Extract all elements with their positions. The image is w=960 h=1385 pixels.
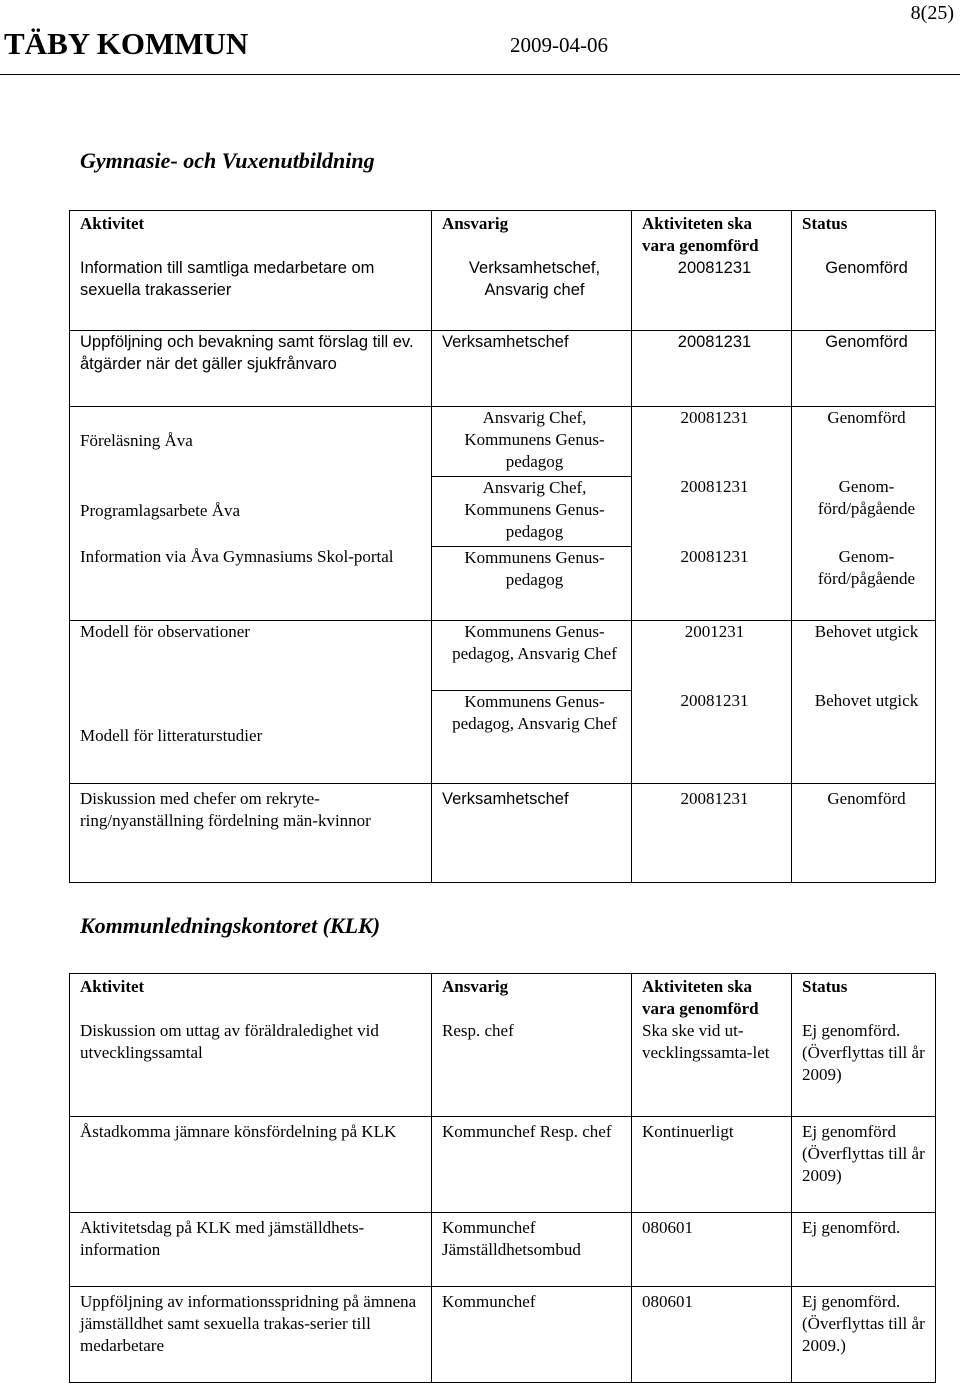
table-row <box>70 330 936 406</box>
cell-aktivitet: Uppföljning av informationsspridning på ämnena jämställdhet samt sexuella trakas-serier till medarbetare <box>70 1286 432 1382</box>
cell-ansvarig: Kommunens Genus-pedagog, Ansvarig Chef <box>432 620 632 690</box>
organization-name: TÄBY KOMMUN <box>4 26 249 61</box>
cell-status: Genomförd <box>792 406 936 476</box>
cell-aktivitet: Programlagsarbete Åva <box>70 476 432 546</box>
cell-datum: 080601 <box>632 1286 792 1382</box>
table-row <box>70 1020 936 1116</box>
cell-ansvarig: Resp. chef <box>432 1020 632 1116</box>
cell-aktivitet: Åstadkomma jämnare könsfördelning på KLK <box>70 1116 432 1212</box>
header-date: 2009-04-06 <box>510 33 608 57</box>
table-row <box>70 1286 936 1382</box>
cell-ansvarig: Verksamhetschef <box>432 330 632 406</box>
cell-ansvarig: Ansvarig Chef, Kommunens Genus-pedagog <box>432 476 632 546</box>
activity-table <box>69 210 936 883</box>
section-title: Kommunledningskontoret (KLK) <box>80 913 381 938</box>
table-row <box>70 406 936 476</box>
table-row <box>70 476 936 546</box>
section-title: Gymnasie- och Vuxenutbildning <box>80 148 375 173</box>
table-row <box>70 546 936 620</box>
cell-aktivitet: Aktivitetsdag på KLK med jämställdhets-information <box>70 1212 432 1286</box>
cell-status: Ej genomförd. (Överflyttas till år 2009.) <box>792 1286 936 1382</box>
cell-ansvarig: Kommunens Genus-pedagog <box>432 546 632 620</box>
cell-ansvarig: Kommunchef <box>432 1286 632 1382</box>
table-row <box>70 783 936 882</box>
cell-aktivitet: Information till samtliga medarbetare om sexuella trakasserier <box>70 257 432 330</box>
cell-ansvarig: Kommunchef Jämställdhetsombud <box>432 1212 632 1286</box>
column-header: Aktiviteten ska vara genomförd <box>632 211 792 258</box>
column-header: Aktivitet <box>70 974 432 1021</box>
cell-status: Behovet utgick <box>792 620 936 690</box>
cell-datum: 20081231 <box>632 546 792 620</box>
cell-ansvarig: Verksamhetschef <box>432 783 632 882</box>
cell-aktivitet: Föreläsning Åva <box>70 406 432 476</box>
cell-datum: 2001231 <box>632 620 792 690</box>
cell-aktivitet: Uppföljning och bevakning samt förslag till ev. åtgärder när det gäller sjukfrånvaro <box>70 330 432 406</box>
cell-aktivitet: Diskussion med chefer om rekryte-ring/nyanställning fördelning män-kvinnor <box>70 783 432 882</box>
cell-aktivitet: Information via Åva Gymnasiums Skol-portal <box>70 546 432 620</box>
cell-ansvarig: Ansvarig Chef, Kommunens Genus-pedagog <box>432 406 632 476</box>
column-header: Ansvarig <box>432 974 632 1021</box>
cell-aktivitet: Modell för litteraturstudier <box>70 690 432 783</box>
cell-status: Behovet utgick <box>792 690 936 783</box>
cell-ansvarig: Kommunchef Resp. chef <box>432 1116 632 1212</box>
table-row <box>70 620 936 690</box>
cell-ansvarig: Verksamhetschef, Ansvarig chef <box>432 257 632 330</box>
cell-status: Genom-förd/pågående <box>792 546 936 620</box>
cell-datum: 20081231 <box>632 783 792 882</box>
table-row <box>70 257 936 330</box>
cell-status: Genom-förd/pågående <box>792 476 936 546</box>
cell-status: Ej genomförd. (Överflyttas till år 2009) <box>792 1020 936 1116</box>
cell-datum: 20081231 <box>632 406 792 476</box>
table-header-row <box>70 211 936 258</box>
column-header: Status <box>792 211 936 258</box>
activity-table <box>69 973 936 1383</box>
table-row <box>70 1212 936 1286</box>
cell-status: Genomförd <box>792 783 936 882</box>
cell-status: Genomförd <box>792 330 936 406</box>
cell-aktivitet: Modell för observationer <box>70 620 432 690</box>
cell-datum: 20081231 <box>632 257 792 330</box>
cell-status: Genomförd <box>792 257 936 330</box>
column-header: Status <box>792 974 936 1021</box>
column-header: Aktiviteten ska vara genomförd <box>632 974 792 1021</box>
cell-datum: 20081231 <box>632 330 792 406</box>
cell-status: Ej genomförd (Överflyttas till år 2009) <box>792 1116 936 1212</box>
cell-datum: 20081231 <box>632 690 792 783</box>
table-row <box>70 1116 936 1212</box>
column-header: Ansvarig <box>432 211 632 258</box>
cell-status: Ej genomförd. <box>792 1212 936 1286</box>
cell-aktivitet: Diskussion om uttag av föräldraledighet vid utvecklingssamtal <box>70 1020 432 1116</box>
cell-ansvarig: Kommunens Genus-pedagog, Ansvarig Chef <box>432 690 632 783</box>
column-header: Aktivitet <box>70 211 432 258</box>
page-number: 8(25) <box>910 2 954 24</box>
cell-datum: 080601 <box>632 1212 792 1286</box>
cell-datum: Ska ske vid ut-vecklingssamta-let <box>632 1020 792 1116</box>
cell-datum: Kontinuerligt <box>632 1116 792 1212</box>
header-rule <box>0 74 960 75</box>
table-row <box>70 690 936 783</box>
table-header-row <box>70 974 936 1021</box>
cell-datum: 20081231 <box>632 476 792 546</box>
